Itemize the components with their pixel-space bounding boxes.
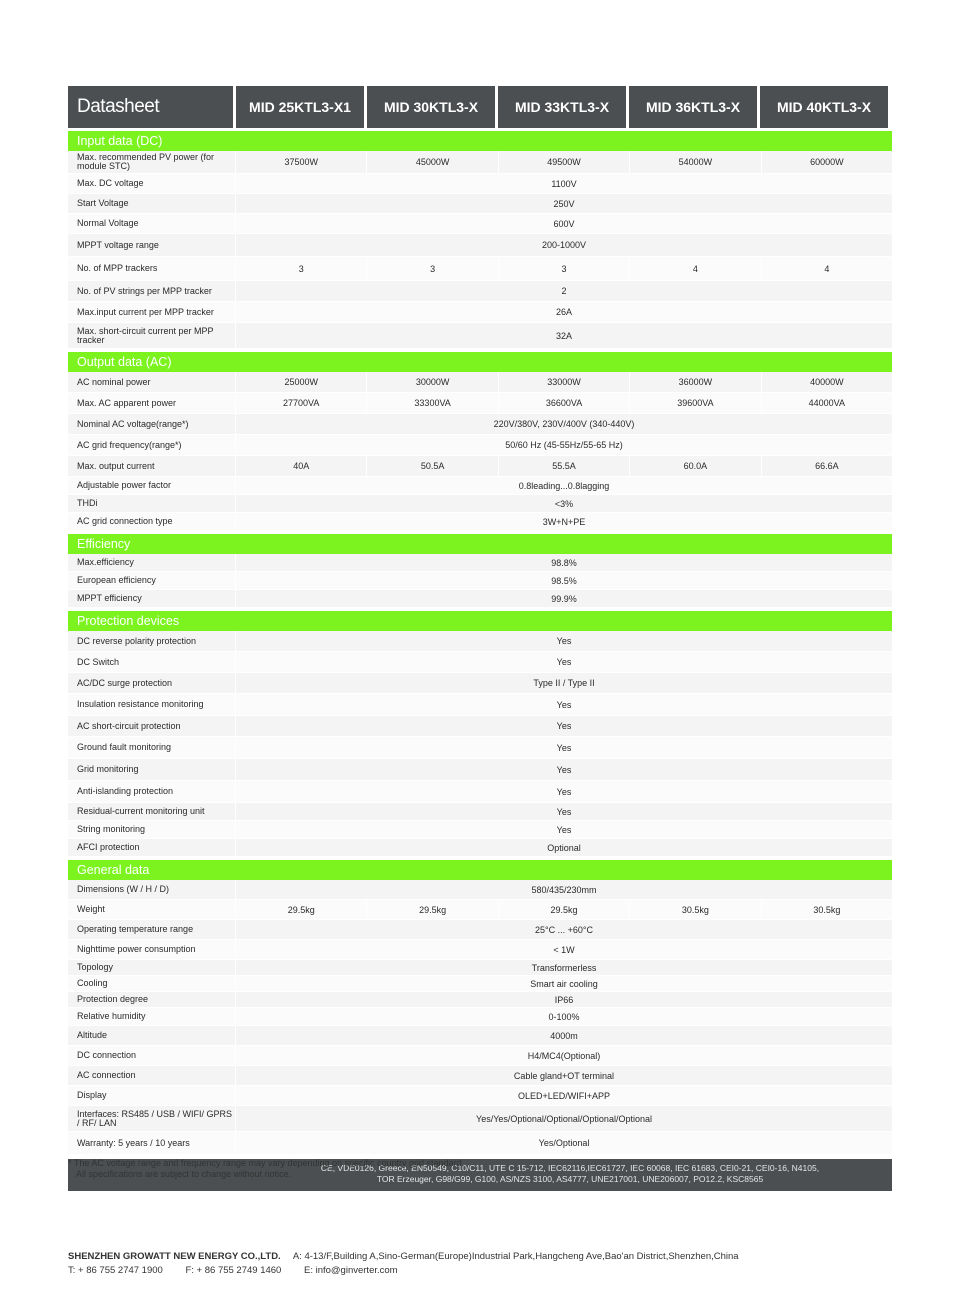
value-cell: 60000W — [762, 151, 892, 173]
row-label: Residual-current monitoring unit — [68, 803, 236, 820]
table-row — [68, 214, 892, 234]
value-cell: 33300VA — [367, 393, 498, 413]
model-header: MID 36KTL3-X — [629, 86, 757, 128]
value-cell-shared: 32A — [236, 323, 892, 348]
value-cell: 60.0A — [630, 456, 761, 476]
row-label: Display — [68, 1086, 236, 1105]
datasheet-title: Datasheet — [68, 86, 233, 128]
value-cell-shared: 50/60 Hz (45-55Hz/55-65 Hz) — [236, 435, 892, 455]
value-cell-shared: Optional — [236, 839, 892, 856]
value-cell-shared: Yes/Yes/Optional/Optional/Optional/Optional — [236, 1106, 892, 1131]
table-row — [68, 456, 892, 477]
value-cell: 37500W — [236, 151, 367, 173]
value-cell-shared: H4/MC4(Optional) — [236, 1046, 892, 1065]
table-row — [68, 495, 892, 513]
value-cell: 30000W — [367, 372, 498, 392]
value-cell-shared: Yes — [236, 631, 892, 651]
value-cell-shared: 99.9% — [236, 590, 892, 607]
row-values — [236, 194, 892, 213]
value-cell: 4 — [762, 257, 892, 280]
value-cell-shared: 220V/380V, 230V/400V (340-440V) — [236, 414, 892, 434]
row-values — [236, 821, 892, 838]
value-cell-shared: 3W+N+PE — [236, 513, 892, 530]
table-row — [68, 839, 892, 857]
row-values — [236, 781, 892, 802]
table-row — [68, 194, 892, 214]
value-cell: 29.5kg — [499, 900, 630, 919]
row-values — [236, 302, 892, 322]
row-values — [236, 456, 892, 476]
row-label: AC grid frequency(range*) — [68, 435, 236, 455]
value-cell-shared: 0-100% — [236, 1008, 892, 1025]
value-cell-shared: 200-1000V — [236, 234, 892, 256]
value-cell-shared: <3% — [236, 495, 892, 512]
row-label: Operating temperature range — [68, 920, 236, 939]
table-row — [68, 302, 892, 323]
table-row — [68, 554, 892, 572]
value-cell: 33000W — [499, 372, 630, 392]
row-values — [236, 151, 892, 173]
section-header-efficiency: Efficiency — [68, 534, 892, 554]
row-values — [236, 631, 892, 651]
row-values — [236, 737, 892, 758]
value-cell-shared: Yes — [236, 803, 892, 820]
value-cell: 39600VA — [630, 393, 761, 413]
value-cell-shared: 1100V — [236, 174, 892, 193]
table-row — [68, 821, 892, 839]
value-cell-shared: 98.8% — [236, 554, 892, 571]
value-cell-shared: IP66 — [236, 992, 892, 1007]
table-row — [68, 716, 892, 737]
row-values — [236, 960, 892, 975]
value-cell: 50.5A — [367, 456, 498, 476]
row-label: Max. recommended PV power (for module STC) — [68, 151, 236, 173]
table-row — [68, 572, 892, 590]
company-footer — [68, 1250, 759, 1278]
value-cell-shared: 2 — [236, 281, 892, 301]
row-values — [236, 1026, 892, 1045]
row-values — [236, 759, 892, 780]
table-row — [68, 1026, 892, 1046]
section-rows-output — [68, 372, 892, 531]
row-label: Ground fault monitoring — [68, 737, 236, 758]
row-values — [236, 1086, 892, 1105]
model-header: MID 25KTL3-X1 — [236, 86, 364, 128]
value-cell-shared: Yes — [236, 652, 892, 672]
table-row — [68, 737, 892, 759]
row-values — [236, 694, 892, 715]
table-row — [68, 1132, 892, 1155]
row-label: MPPT voltage range — [68, 234, 236, 256]
row-label: Altitude — [68, 1026, 236, 1045]
table-row — [68, 257, 892, 281]
row-values — [236, 716, 892, 736]
row-values — [236, 554, 892, 571]
row-values — [236, 372, 892, 392]
section-header-output: Output data (AC) — [68, 352, 892, 372]
value-cell: 25000W — [236, 372, 367, 392]
value-cell-shared: 580/435/230mm — [236, 880, 892, 899]
value-cell: 44000VA — [762, 393, 892, 413]
row-values — [236, 234, 892, 256]
row-label: Dimensions (W / H / D) — [68, 880, 236, 899]
row-values — [236, 393, 892, 413]
value-cell-shared: 25°C ... +60°C — [236, 920, 892, 939]
row-values — [236, 1106, 892, 1131]
certifications-line: TOR Erzeuger, G98/G99, G100, AS/NZS 3100, AS4777, UNE217001, UNE206007, PO12.2, KSC8565 — [376, 1174, 764, 1184]
row-label: No. of MPP trackers — [68, 257, 236, 280]
value-cell-shared: Type II / Type II — [236, 673, 892, 693]
value-cell: 36000W — [630, 372, 761, 392]
table-row — [68, 940, 892, 960]
table-row — [68, 781, 892, 803]
model-header: MID 40KTL3-X — [760, 86, 888, 128]
row-label: Anti-islanding protection — [68, 781, 236, 802]
row-label: AC short-circuit protection — [68, 716, 236, 736]
table-row — [68, 652, 892, 673]
value-cell-shared: 26A — [236, 302, 892, 322]
table-row — [68, 992, 892, 1008]
table-row — [68, 1106, 892, 1132]
value-cell-shared: Yes — [236, 716, 892, 736]
row-values — [236, 920, 892, 939]
row-values — [236, 257, 892, 280]
row-label: Nominal AC voltage(range*) — [68, 414, 236, 434]
table-row — [68, 976, 892, 992]
table-row — [68, 1086, 892, 1106]
row-label: Max. output current — [68, 456, 236, 476]
row-label: Normal Voltage — [68, 214, 236, 233]
row-values — [236, 513, 892, 530]
row-label: AC nominal power — [68, 372, 236, 392]
row-values — [236, 323, 892, 348]
model-header: MID 30KTL3-X — [367, 86, 495, 128]
row-label: European efficiency — [68, 572, 236, 589]
value-cell-shared: 0.8leading...0.8lagging — [236, 477, 892, 494]
footnotes — [68, 1158, 464, 1180]
value-cell-shared: Yes/Optional — [236, 1132, 892, 1154]
section-rows-efficiency — [68, 554, 892, 608]
row-values — [236, 414, 892, 434]
table-row — [68, 323, 892, 349]
certifications-line: CE, VDE0126, Greece, EN50549, C10/C11, UTE C 15-712, IEC62116,IEC61727, IEC 60068, IEC 61683, CEI0-21, CEI0-16, N4105, — [320, 1163, 820, 1173]
row-label: Max. DC voltage — [68, 174, 236, 193]
row-values — [236, 652, 892, 672]
table-row — [68, 1008, 892, 1026]
value-cell: 36600VA — [499, 393, 630, 413]
row-values — [236, 803, 892, 820]
row-label: No. of PV strings per MPP tracker — [68, 281, 236, 301]
row-values — [236, 590, 892, 607]
table-row — [68, 759, 892, 781]
row-values — [236, 281, 892, 301]
row-label: DC Switch — [68, 652, 236, 672]
row-values — [236, 477, 892, 494]
row-label: Topology — [68, 960, 236, 975]
table-row — [68, 673, 892, 694]
row-label: Insulation resistance monitoring — [68, 694, 236, 715]
row-values — [236, 940, 892, 959]
value-cell-shared: 250V — [236, 194, 892, 213]
table-row — [68, 393, 892, 414]
row-values — [236, 495, 892, 512]
table-row — [68, 960, 892, 976]
row-values — [236, 214, 892, 233]
row-label: AC/DC surge protection — [68, 673, 236, 693]
row-values — [236, 976, 892, 991]
table-row — [68, 174, 892, 194]
table-row — [68, 900, 892, 920]
company-fax: F: + 86 755 2749 1460 — [185, 1265, 282, 1276]
value-cell-shared: Yes — [236, 694, 892, 715]
company-email: E: info@ginverter.com — [303, 1265, 398, 1276]
row-label: Max.efficiency — [68, 554, 236, 571]
row-label: Cooling — [68, 976, 236, 991]
row-label: Max. AC apparent power — [68, 393, 236, 413]
row-label: AFCI protection — [68, 839, 236, 856]
row-values — [236, 174, 892, 193]
row-values — [236, 435, 892, 455]
model-header: MID 33KTL3-X — [498, 86, 626, 128]
table-row — [68, 234, 892, 257]
section-rows-protection — [68, 631, 892, 857]
section-rows-input — [68, 151, 892, 349]
table-row — [68, 694, 892, 716]
company-name: SHENZHEN GROWATT NEW ENERGY CO.,LTD. — [68, 1251, 281, 1262]
table-row — [68, 513, 892, 531]
table-row — [68, 920, 892, 940]
row-label: Adjustable power factor — [68, 477, 236, 494]
value-cell: 45000W — [367, 151, 498, 173]
value-cell: 30.5kg — [630, 900, 761, 919]
value-cell-shared: Yes — [236, 781, 892, 802]
row-label: Protection degree — [68, 992, 236, 1007]
value-cell: 27700VA — [236, 393, 367, 413]
value-cell: 29.5kg — [236, 900, 367, 919]
row-label: Nighttime power consumption — [68, 940, 236, 959]
value-cell-shared: Smart air cooling — [236, 976, 892, 991]
table-body — [68, 131, 892, 1155]
value-cell-shared: Yes — [236, 737, 892, 758]
value-cell-shared: Yes — [236, 821, 892, 838]
value-cell: 40000W — [762, 372, 892, 392]
table-row — [68, 1066, 892, 1086]
section-header-input: Input data (DC) — [68, 131, 892, 151]
row-label: DC connection — [68, 1046, 236, 1065]
table-header — [68, 86, 892, 128]
value-cell-shared: 98.5% — [236, 572, 892, 589]
footnote: * The AC voltage range and frequency range may vary depending on specific country grid standard. — [68, 1158, 465, 1168]
table-row — [68, 372, 892, 393]
value-cell-shared: 4000m — [236, 1026, 892, 1045]
table-row — [68, 151, 892, 174]
value-cell: 40A — [236, 456, 367, 476]
value-cell: 3 — [367, 257, 498, 280]
value-cell: 66.6A — [762, 456, 892, 476]
datasheet-table — [68, 86, 892, 1191]
table-row — [68, 1046, 892, 1066]
value-cell-shared: Transformerless — [236, 960, 892, 975]
row-values — [236, 1046, 892, 1065]
row-label: Weight — [68, 900, 236, 919]
table-row — [68, 414, 892, 435]
row-values — [236, 673, 892, 693]
row-values — [236, 1132, 892, 1154]
row-values — [236, 900, 892, 919]
row-label: THDi — [68, 495, 236, 512]
row-label: Max. short-circuit current per MPP tracker — [68, 323, 236, 348]
value-cell: 30.5kg — [762, 900, 892, 919]
value-cell-shared: OLED+LED/WIFI+APP — [236, 1086, 892, 1105]
table-row — [68, 477, 892, 495]
row-values — [236, 572, 892, 589]
value-cell-shared: Yes — [236, 759, 892, 780]
row-label: Grid monitoring — [68, 759, 236, 780]
row-values — [236, 880, 892, 899]
row-label: String monitoring — [68, 821, 236, 838]
row-label: AC grid connection type — [68, 513, 236, 530]
value-cell-shared: Cable gland+OT terminal — [236, 1066, 892, 1085]
company-address: A: 4-13/F,Building A,Sino-German(Europe)Industrial Park,Hangcheng Ave,Bao'an District,Shenzhen,China — [292, 1251, 739, 1262]
table-row — [68, 803, 892, 821]
value-cell: 3 — [236, 257, 367, 280]
row-label: DC reverse polarity protection — [68, 631, 236, 651]
row-values — [236, 839, 892, 856]
row-values — [236, 1066, 892, 1085]
section-header-general: General data — [68, 860, 892, 880]
row-label: Relative humidity — [68, 1008, 236, 1025]
value-cell: 49500W — [499, 151, 630, 173]
value-cell-shared: 600V — [236, 214, 892, 233]
table-row — [68, 880, 892, 900]
row-label: Interfaces: RS485 / USB / WIFI/ GPRS / RF/ LAN — [68, 1106, 236, 1131]
footnote: All specifications are subject to change without notice. — [76, 1169, 292, 1179]
section-header-protection: Protection devices — [68, 611, 892, 631]
table-row — [68, 631, 892, 652]
table-row — [68, 590, 892, 608]
company-phone: T: + 86 755 2747 1900 — [68, 1265, 163, 1276]
table-row — [68, 281, 892, 302]
section-rows-general — [68, 880, 892, 1155]
row-label: MPPT efficiency — [68, 590, 236, 607]
row-label: Max.input current per MPP tracker — [68, 302, 236, 322]
value-cell: 3 — [499, 257, 630, 280]
value-cell: 54000W — [630, 151, 761, 173]
row-label: Warranty: 5 years / 10 years — [68, 1132, 236, 1154]
row-values — [236, 992, 892, 1007]
value-cell: 55.5A — [499, 456, 630, 476]
table-row — [68, 435, 892, 456]
row-label: Start Voltage — [68, 194, 236, 213]
value-cell: 29.5kg — [367, 900, 498, 919]
value-cell-shared: < 1W — [236, 940, 892, 959]
value-cell: 4 — [630, 257, 761, 280]
row-label: AC connection — [68, 1066, 236, 1085]
row-values — [236, 1008, 892, 1025]
